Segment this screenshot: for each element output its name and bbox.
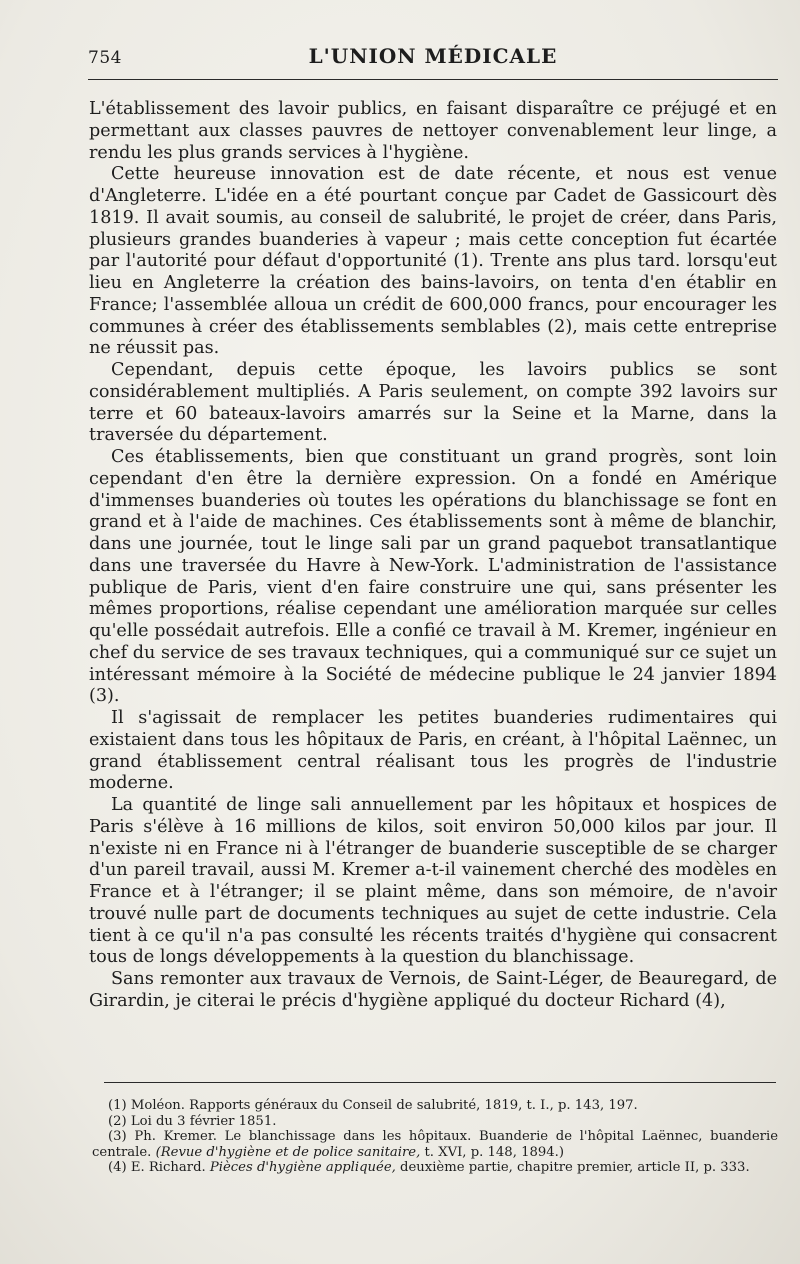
footnote-3-text: (3) Ph. Kremer. Le blanchissage dans les hôpitaux. Buanderie de l'hôpital Laënnec, buanderie centrale. <box>92 1129 778 1160</box>
page-number: 754 <box>88 48 122 68</box>
footnote-2: (2) Loi du 3 février 1851. <box>108 1113 277 1129</box>
footnotes <box>92 1098 778 1176</box>
body-text <box>89 99 777 1013</box>
footnote-4-title: Pièces d'hygiène appliquée, <box>209 1160 396 1176</box>
footnote-3-journal: (Revue d'hygiène et de police sanitaire, <box>155 1144 421 1160</box>
paragraph: L'établissement des lavoir publics, en faisant disparaître ce préjugé et en permettant aux classes pauvres de nettoyer convenablement leur linge, a rendu les plus grands services à l'hygiène. <box>89 99 777 163</box>
paragraph: Il s'agissait de remplacer les petites buanderies rudimentaires qui existaient dans tous les hôpitaux de Paris, en créant, à l'hôpital Laënnec, un grand établissement central réalisant tous les progrès de l'industrie moderne. <box>89 708 777 794</box>
running-title: L'UNION MÉDICALE <box>308 44 558 68</box>
footnote-rule <box>104 1082 776 1083</box>
paragraph: Cependant, depuis cette époque, les lavoirs publics se sont considérablement multipliés. A Paris seulement, on compte 392 lavoirs sur terre et 60 bateaux-lavoirs amarrés sur la Seine et la Marne, dans la traversée du département. <box>89 360 777 446</box>
footnote-4-ref: deuxième partie, chapitre premier, article II, p. 333. <box>395 1160 750 1176</box>
header-rule <box>88 79 778 80</box>
footnote-3 <box>92 1129 778 1160</box>
footnote-3-ref: t. XVI, p. 148, 1894.) <box>420 1144 564 1160</box>
paragraph: Cette heureuse innovation est de date récente, et nous est venue d'Angleterre. L'idée en a été pourtant conçue par Cadet de Gassicourt dès 1819. Il avait soumis, au conseil de salubrité, le projet de créer, dans Paris, plusieurs grandes buanderies à vapeur ; mais cette conception fut écartée par l'autorité pour défaut d'opportunité (1). Trente ans plus tard. lorsqu'eut lieu en Angleterre la création des bains-lavoirs, on tenta d'en établir en France; l'assemblée alloua un crédit de 600,000 francs, pour encourager les communes à créer des établissements semblables (2), mais cette entreprise ne réussit pas. <box>89 164 777 359</box>
paragraph: Sans remonter aux travaux de Vernois, de Saint-Léger, de Beauregard, de Girardin, je citerai le précis d'hygiène appliqué du docteur Richard (4), <box>89 969 777 1011</box>
paragraph: La quantité de linge sali annuellement par les hôpitaux et hospices de Paris s'élève à 16 millions de kilos, soit environ 50,000 kilos par jour. Il n'existe ni en France ni à l'étranger de buanderie susceptible de se charger d'un pareil travail, aussi M. Kremer a-t-il vainement cherché des modèles en France et à l'étranger; il se plaint même, dans son mémoire, de n'avoir trouvé nulle part de documents techniques au sujet de cette industrie. Cela tient à ce qu'il n'a pas consulté les récents traités d'hygiène qui consacrent tous de longs développements à la question du blanchissage. <box>89 795 777 968</box>
footnote-4-text: (4) E. Richard. <box>108 1160 210 1176</box>
page-header <box>88 44 778 74</box>
paragraph: Ces établissements, bien que constituant un grand progrès, sont loin cependant d'en être la dernière expression. On a fondé en Amérique d'immenses buanderies où toutes les opérations du blanchissage se font en grand et à l'aide de machines. Ces établissements sont à même de blanchir, dans une journée, tout le linge sali par un grand paquebot transatlantique dans une traversée du Havre à New-York. L'administration de l'assistance publique de Paris, vient d'en faire construire une qui, sans présenter les mêmes proportions, réalise cependant une amélioration marquée sur celles qu'elle possédait autrefois. Elle a confié ce travail à M. Kremer, ingénieur en chef du service de ses travaux techniques, qui a communiqué sur ce sujet un intéressant mémoire à la Société de médecine publique le 24 janvier 1894 (3). <box>89 447 777 707</box>
footnote-1: (1) Moléon. Rapports généraux du Conseil de salubrité, 1819, t. I., p. 143, 197. <box>108 1098 638 1113</box>
footnote-4 <box>92 1160 778 1176</box>
